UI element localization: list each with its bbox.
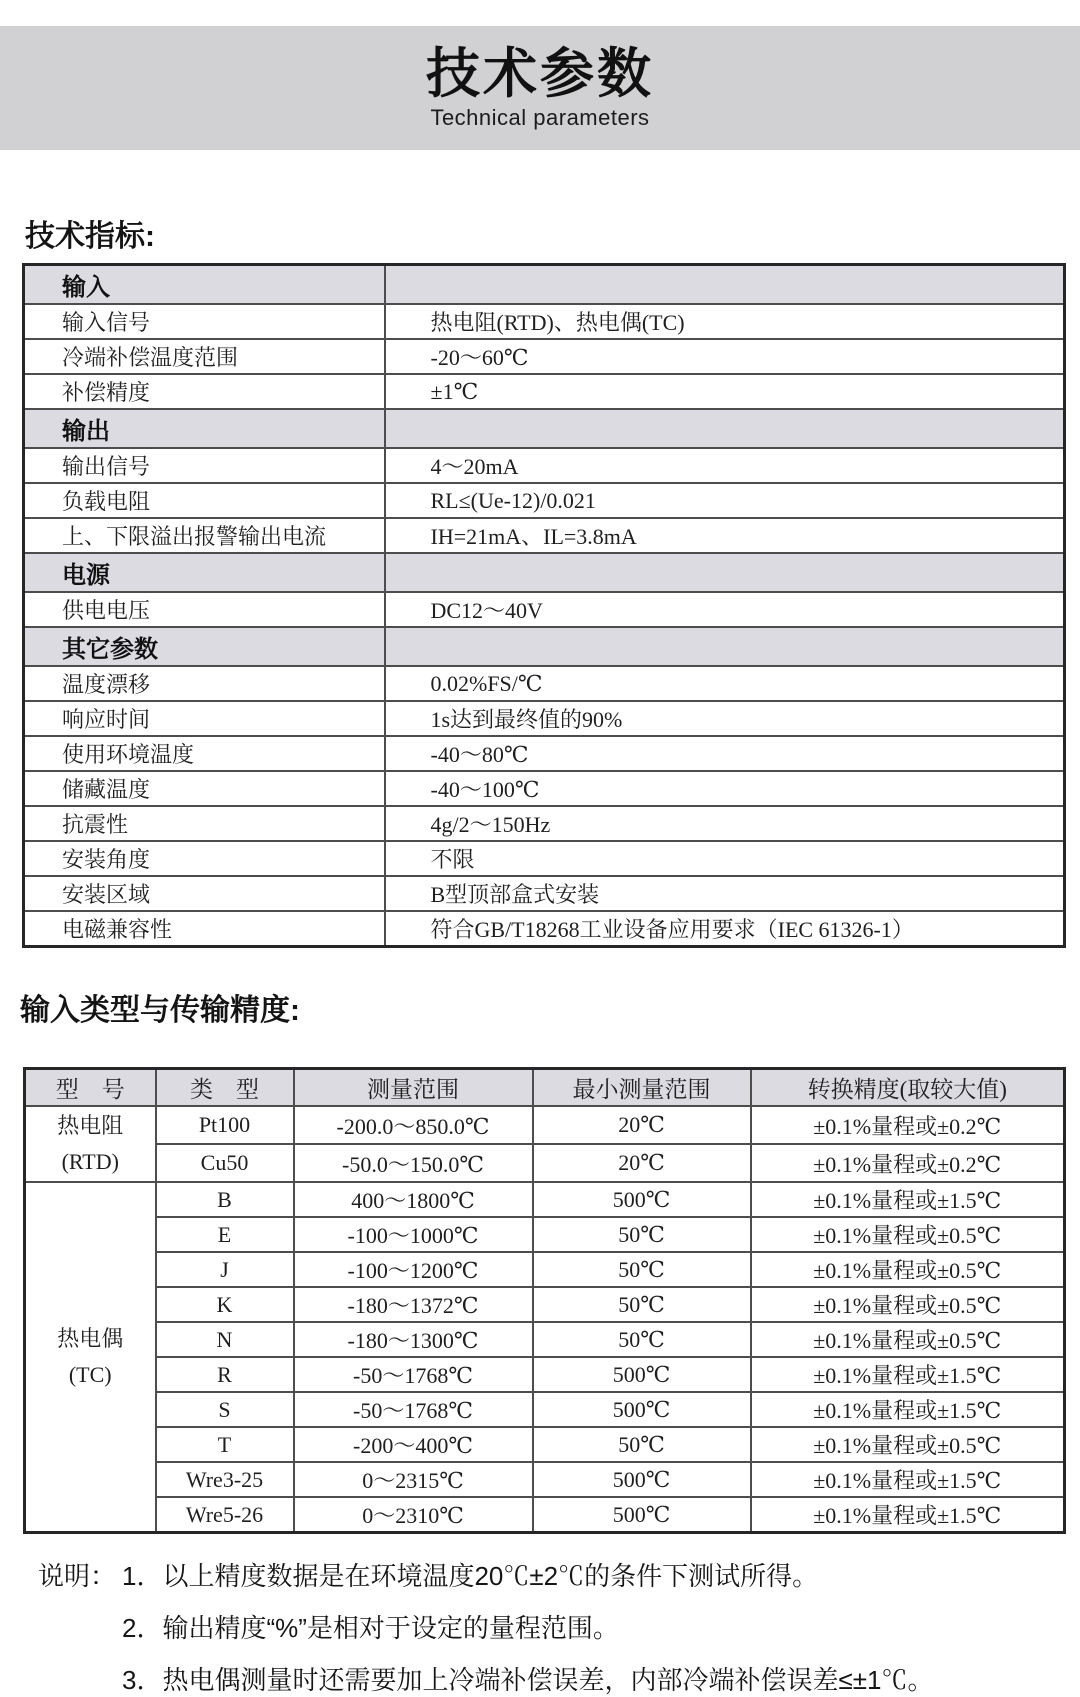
spec-table-row [24, 592, 1065, 627]
spec-param-value: -40～100℃ [385, 771, 1065, 806]
accuracy-cell: 50℃ [533, 1287, 751, 1322]
accuracy-cell: Wre5-26 [156, 1497, 294, 1533]
accuracy-cell: -200～400℃ [294, 1427, 533, 1462]
accuracy-table-row [25, 1217, 1065, 1252]
spec-table-row [24, 911, 1065, 947]
accuracy-cell: -180～1300℃ [294, 1322, 533, 1357]
spec-table-row [24, 339, 1065, 374]
accuracy-table [23, 1067, 1066, 1534]
spec-table-row [24, 518, 1065, 553]
accuracy-cell: -100～1000℃ [294, 1217, 533, 1252]
spec-param-name: 输入信号 [24, 304, 385, 339]
accuracy-cell: S [156, 1392, 294, 1427]
spec-param-name: 安装区域 [24, 876, 385, 911]
spec-section-header-row [24, 409, 1065, 448]
accuracy-cell: 500℃ [533, 1357, 751, 1392]
spec-table-row [24, 666, 1065, 701]
accuracy-cell: J [156, 1252, 294, 1287]
spec-param-value [385, 409, 1065, 448]
spec-param-value: 热电阻(RTD)、热电偶(TC) [385, 304, 1065, 339]
spec-param-name: 温度漂移 [24, 666, 385, 701]
spec-table-row [24, 771, 1065, 806]
spec-param-name: 输入 [24, 265, 385, 305]
accuracy-cell: R [156, 1357, 294, 1392]
accuracy-cell: ±0.1%量程或±1.5℃ [751, 1182, 1065, 1217]
spec-param-value: 0.02%FS/℃ [385, 666, 1065, 701]
spec-param-name: 冷端补偿温度范围 [24, 339, 385, 374]
accuracy-cell: T [156, 1427, 294, 1462]
accuracy-cell: 0～2315℃ [294, 1462, 533, 1497]
notes-block [38, 1560, 1080, 1697]
accuracy-cell: Cu50 [156, 1144, 294, 1182]
title-band [0, 26, 1080, 150]
accuracy-table-row [25, 1357, 1065, 1392]
spec-section-heading: 技术指标: [25, 220, 155, 253]
spec-param-value: -40～80℃ [385, 736, 1065, 771]
accuracy-cell: 400～1800℃ [294, 1182, 533, 1217]
accuracy-cell: 500℃ [533, 1462, 751, 1497]
page [0, 26, 1080, 1697]
notes-label: 说明： [38, 1561, 117, 1591]
accuracy-table-row [25, 1322, 1065, 1357]
accuracy-cell: 50℃ [533, 1322, 751, 1357]
accuracy-cell: 20℃ [533, 1106, 751, 1144]
spec-param-value: IH=21mA、IL=3.8mA [385, 518, 1065, 553]
spec-table-row [24, 483, 1065, 518]
notes-indent [38, 1664, 122, 1697]
spec-section-header-row [24, 265, 1065, 305]
accuracy-cell: ±0.1%量程或±1.5℃ [751, 1462, 1065, 1497]
accuracy-column-header: 类 型 [156, 1069, 294, 1107]
spec-param-value [385, 553, 1065, 592]
spec-param-name: 抗震性 [24, 806, 385, 841]
spec-table-row [24, 806, 1065, 841]
spec-param-value: 4～20mA [385, 448, 1065, 483]
accuracy-cell: -50～1768℃ [294, 1392, 533, 1427]
accuracy-cell: 500℃ [533, 1182, 751, 1217]
spec-param-name: 负载电阻 [24, 483, 385, 518]
sensor-model-abbr: (RTD) [61, 1149, 119, 1174]
page-title: 技术参数 [426, 44, 654, 104]
notes-indent [38, 1612, 122, 1645]
note-text: 3．热电偶测量时还需要加上冷端补偿误差，内部冷端补偿误差≤±1℃。 [122, 1665, 934, 1695]
accuracy-cell: Wre3-25 [156, 1462, 294, 1497]
spec-section-header-row [24, 627, 1065, 666]
accuracy-cell: 0～2310℃ [294, 1497, 533, 1533]
accuracy-cell: K [156, 1287, 294, 1322]
accuracy-cell: 500℃ [533, 1497, 751, 1533]
accuracy-cell: -100～1200℃ [294, 1252, 533, 1287]
accuracy-cell: -50.0～150.0℃ [294, 1144, 533, 1182]
page-subtitle: Technical parameters [430, 105, 650, 130]
accuracy-cell: ±0.1%量程或±0.5℃ [751, 1217, 1065, 1252]
accuracy-cell: ±0.1%量程或±0.2℃ [751, 1106, 1065, 1144]
spec-table-row [24, 876, 1065, 911]
accuracy-column-header: 型 号 [25, 1069, 156, 1107]
spec-param-name: 其它参数 [24, 627, 385, 666]
spec-param-name: 储藏温度 [24, 771, 385, 806]
sensor-model-name: 热电阻 [57, 1113, 124, 1138]
spec-param-name: 输出 [24, 409, 385, 448]
spec-param-value: DC12～40V [385, 592, 1065, 627]
spec-param-name: 上、下限溢出报警输出电流 [24, 518, 385, 553]
spec-param-name: 供电电压 [24, 592, 385, 627]
spec-table-row [24, 841, 1065, 876]
spec-param-value: RL≤(Ue-12)/0.021 [385, 483, 1065, 518]
spec-table-row [24, 374, 1065, 409]
note-text: 1．以上精度数据是在环境温度20℃±2℃的条件下测试所得。 [122, 1561, 819, 1591]
accuracy-table-row [25, 1427, 1065, 1462]
accuracy-cell: ±0.1%量程或±1.5℃ [751, 1497, 1065, 1533]
spec-param-value: ±1℃ [385, 374, 1065, 409]
accuracy-cell: ±0.1%量程或±0.2℃ [751, 1144, 1065, 1182]
note-line [38, 1664, 1080, 1697]
accuracy-cell: E [156, 1217, 294, 1252]
accuracy-column-header: 测量范围 [294, 1069, 533, 1107]
accuracy-header-row [25, 1069, 1065, 1107]
accuracy-cell: 500℃ [533, 1392, 751, 1427]
accuracy-section-heading: 输入类型与传输精度: [20, 994, 300, 1027]
accuracy-cell: -200.0～850.0℃ [294, 1106, 533, 1144]
spec-table-row [24, 701, 1065, 736]
spec-param-name: 使用环境温度 [24, 736, 385, 771]
sensor-model-cell [25, 1182, 156, 1533]
spec-param-name: 电磁兼容性 [24, 911, 385, 947]
accuracy-cell: 50℃ [533, 1427, 751, 1462]
accuracy-cell: 50℃ [533, 1252, 751, 1287]
accuracy-cell: Pt100 [156, 1106, 294, 1144]
accuracy-cell: -50～1768℃ [294, 1357, 533, 1392]
spec-param-value [385, 627, 1065, 666]
sensor-model-abbr: (TC) [68, 1362, 112, 1387]
accuracy-cell: 20℃ [533, 1144, 751, 1182]
spec-param-name: 响应时间 [24, 701, 385, 736]
accuracy-column-header: 转换精度(取较大值) [751, 1069, 1065, 1107]
accuracy-cell: ±0.1%量程或±0.5℃ [751, 1427, 1065, 1462]
accuracy-table-row [25, 1392, 1065, 1427]
spec-param-value: 不限 [385, 841, 1065, 876]
spec-param-value: 符合GB/T18268工业设备应用要求（IEC 61326-1） [385, 911, 1065, 947]
accuracy-table-row [25, 1182, 1065, 1217]
spec-param-name: 安装角度 [24, 841, 385, 876]
accuracy-table-row [25, 1287, 1065, 1322]
spec-param-value: 1s达到最终值的90% [385, 701, 1065, 736]
note-text: 2．输出精度“%”是相对于设定的量程范围。 [122, 1613, 619, 1643]
spec-param-value: -20～60℃ [385, 339, 1065, 374]
sensor-model-cell [25, 1106, 156, 1182]
accuracy-cell: 50℃ [533, 1217, 751, 1252]
accuracy-table-row [25, 1252, 1065, 1287]
spec-table-row [24, 448, 1065, 483]
sensor-model-name: 热电偶 [57, 1326, 124, 1351]
accuracy-table-row [25, 1144, 1065, 1182]
spec-table-row [24, 736, 1065, 771]
accuracy-cell: ±0.1%量程或±0.5℃ [751, 1287, 1065, 1322]
spec-table-row [24, 304, 1065, 339]
accuracy-cell: ±0.1%量程或±1.5℃ [751, 1392, 1065, 1427]
spec-param-value: 4g/2～150Hz [385, 806, 1065, 841]
spec-param-name: 补偿精度 [24, 374, 385, 409]
accuracy-table-row [25, 1106, 1065, 1144]
spec-param-value: B型顶部盒式安装 [385, 876, 1065, 911]
accuracy-table-row [25, 1462, 1065, 1497]
note-line [38, 1612, 1080, 1645]
accuracy-cell: -180～1372℃ [294, 1287, 533, 1322]
note-line [38, 1560, 1080, 1593]
spec-table [22, 263, 1066, 948]
spec-param-value [385, 265, 1065, 305]
accuracy-cell: ±0.1%量程或±1.5℃ [751, 1357, 1065, 1392]
accuracy-cell: N [156, 1322, 294, 1357]
accuracy-cell: B [156, 1182, 294, 1217]
accuracy-cell: ±0.1%量程或±0.5℃ [751, 1252, 1065, 1287]
spec-section-header-row [24, 553, 1065, 592]
spec-param-name: 输出信号 [24, 448, 385, 483]
spec-param-name: 电源 [24, 553, 385, 592]
accuracy-cell: ±0.1%量程或±0.5℃ [751, 1322, 1065, 1357]
accuracy-column-header: 最小测量范围 [533, 1069, 751, 1107]
accuracy-table-row [25, 1497, 1065, 1533]
